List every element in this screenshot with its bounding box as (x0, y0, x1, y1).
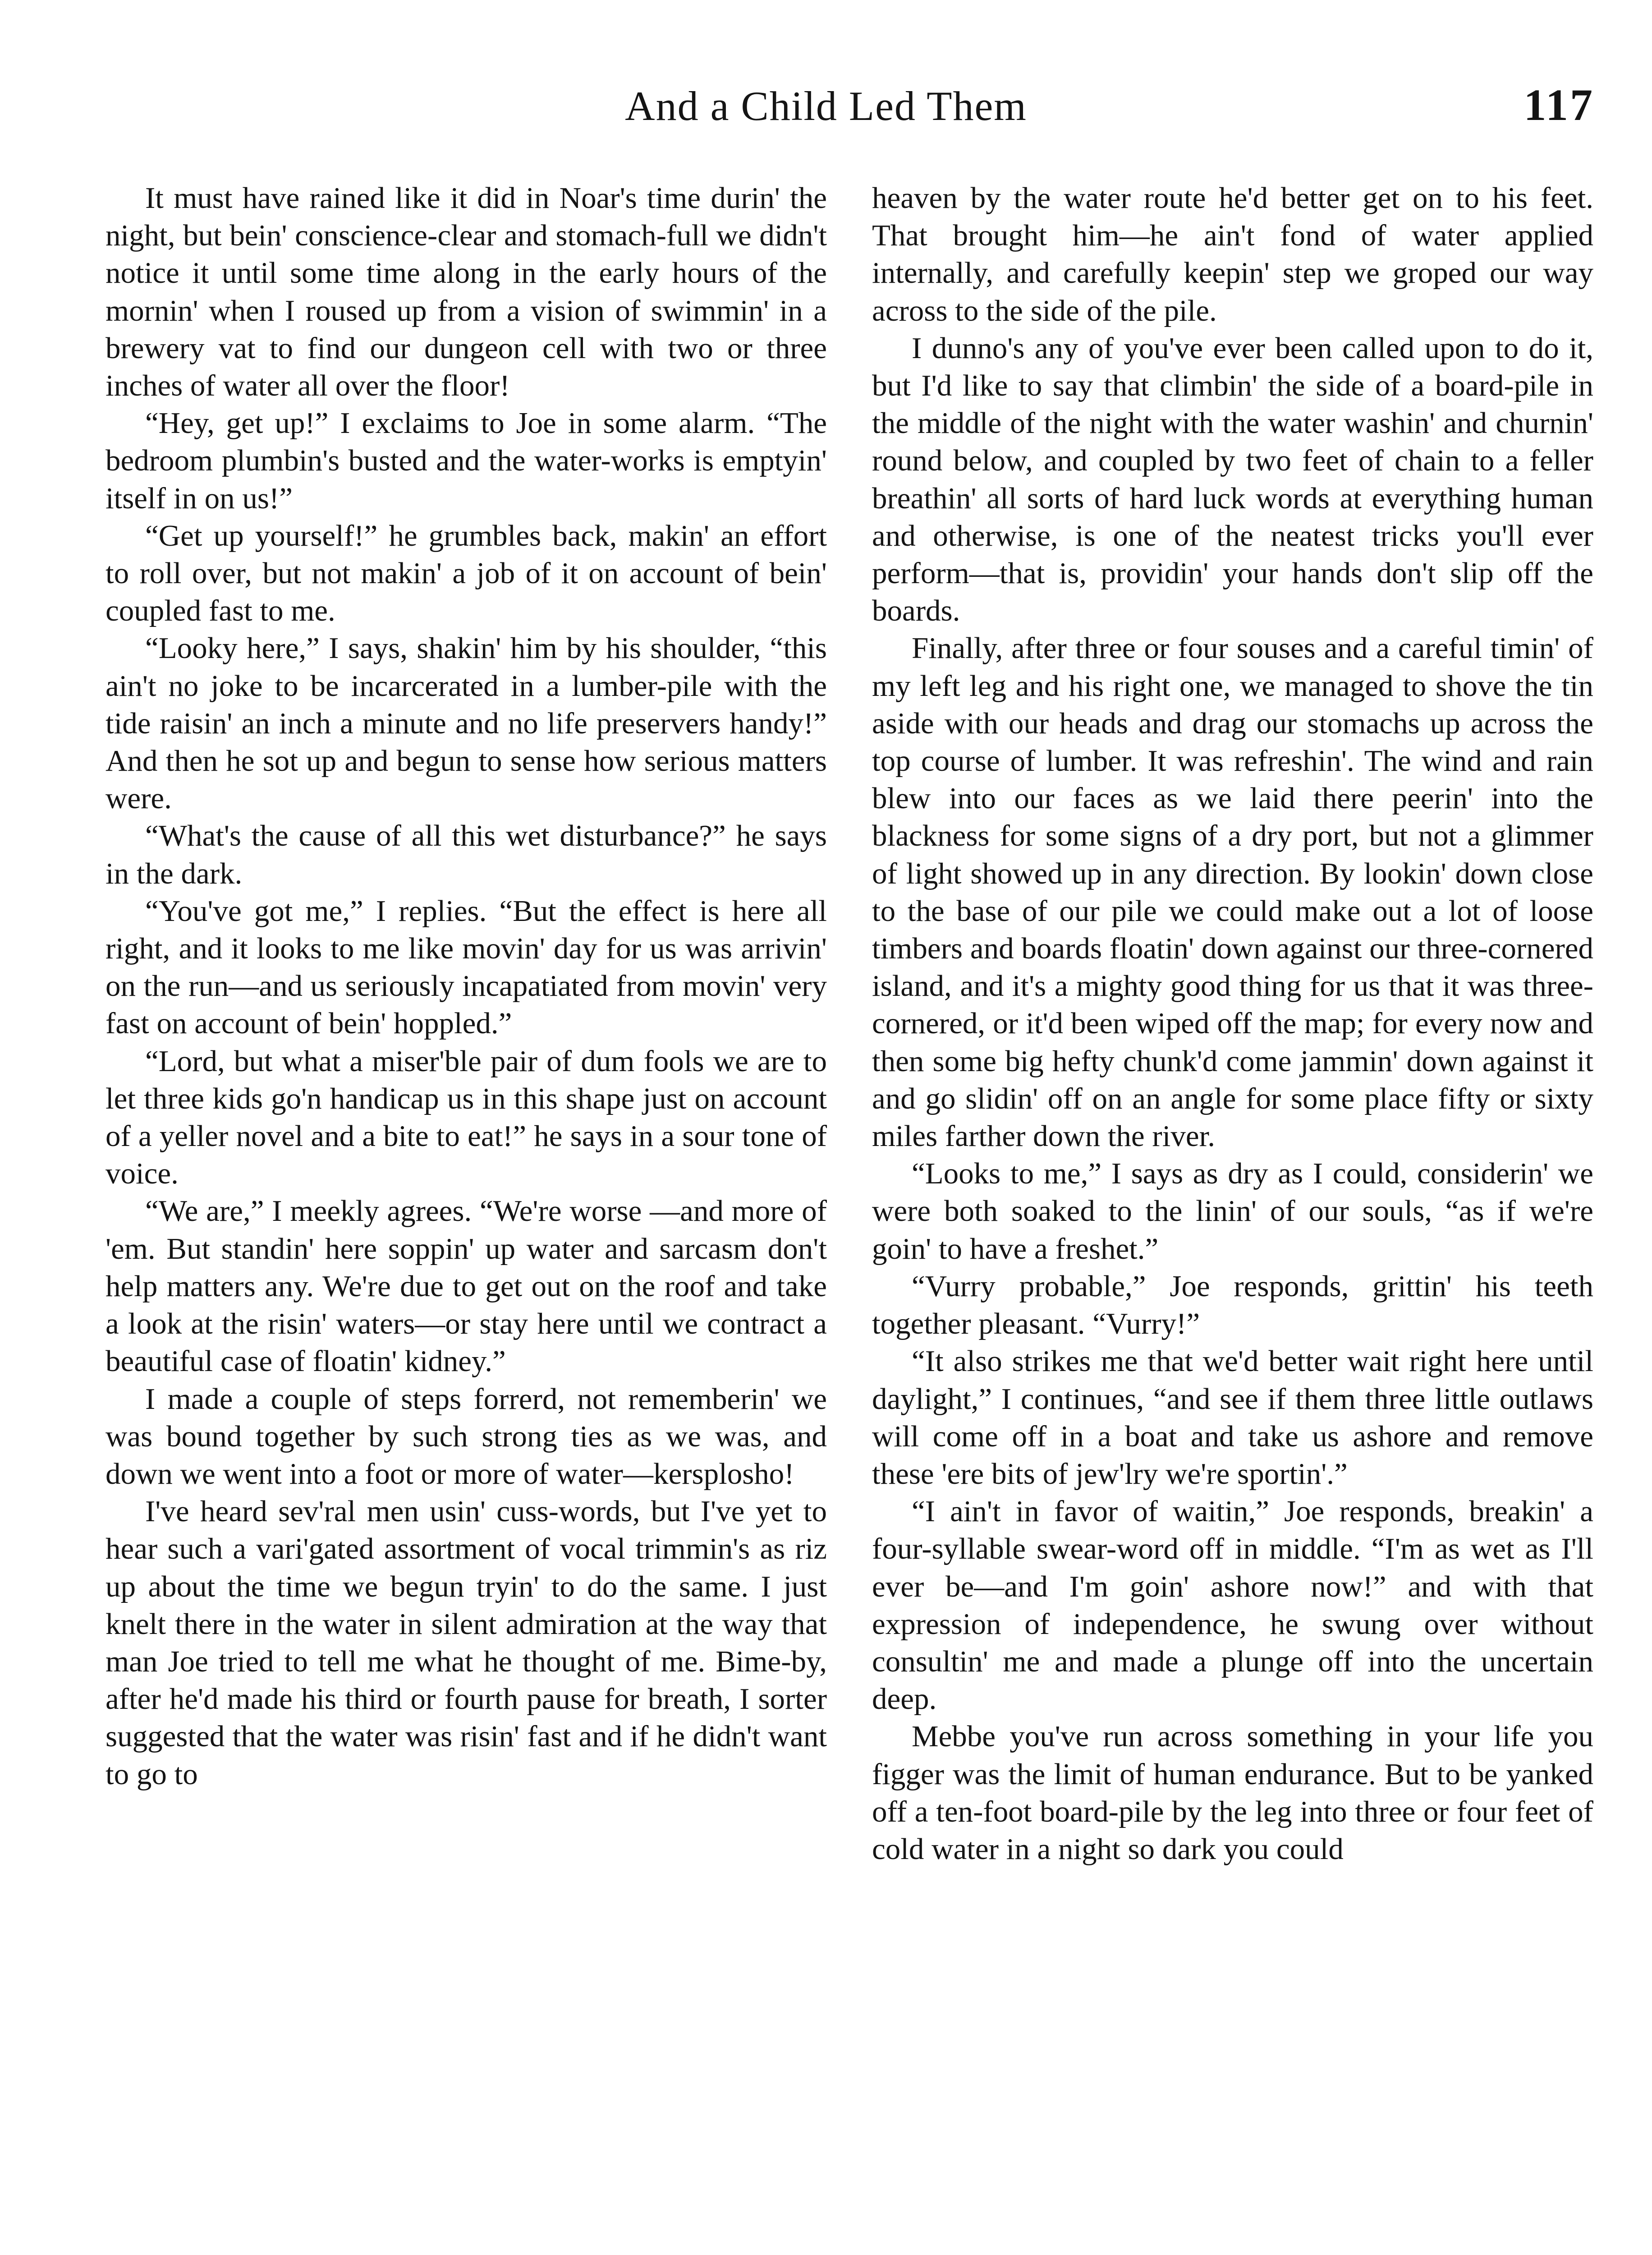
paragraph: Finally, after three or four souses and a careful timin' of my left leg and his right one, we managed to shove the tin aside with our heads and drag our stomachs up across the top course of lumber. It was refreshin'. The wind and rain blew into our faces as we laid there peerin' into the blackness for some signs of a dry port, but not a glimmer of light showed up in any direction. By lookin' down close to the base of our pile we could make out a lot of loose timbers and boards floatin' down against our three-cornered island, and it's a mighty good thing for us that it was three-cornered, or it'd been wiped off the map; for every now and then some big hefty chunk'd come jammin' down against it and go slidin' off on an angle for some place fifty or sixty miles farther down the river. (872, 631, 1593, 1153)
paragraph: I've heard sev'ral men usin' cuss-words, but I've yet to hear such a vari'gated assortment of vocal trimmin's as riz up about the time we begun tryin' to do the same. I just knelt there in the water in silent admiration at the way that man Joe tried to tell me what he thought of me. Bime-by, after he'd made his third or fourth pause for breath, I sorter suggested that the water was risin' fast and if he didn't want to go to (106, 1495, 827, 1791)
paragraph: “Lord, but what a miser'ble pair of dum fools we are to let three kids go'n handicap us in this shape just on account of a yeller novel and a bite to eat!” he says in a sour tone of voice. (106, 1044, 827, 1191)
page-number: 117 (1524, 80, 1594, 130)
paragraph: “Get up yourself!” he grumbles back, makin' an effort to roll over, but not makin' a job of it on account of bein' coupled fast to me. (106, 519, 827, 628)
left-column (106, 179, 827, 1793)
paragraph: “I ain't in favor of waitin,” Joe responds, breakin' a four-syllable swear-word off in middle. “I'm as wet as I'll ever be—and I'm goin' ashore now!” and with that expression of independence, he swung over without consultin' me and made a plunge off into the uncertain deep. (872, 1495, 1593, 1716)
paragraph: “Hey, get up!” I exclaims to Joe in some alarm. “The bedroom plumbin's busted and the water-works is emptyin' itself in on us!” (106, 406, 827, 515)
right-column (872, 179, 1593, 1868)
paragraph: “Looky here,” I says, shakin' him by his shoulder, “this ain't no joke to be incarcerated in a lumber-pile with the tide raisin' an inch a minute and no life preservers handy!” And then he sot up and begun to sense how serious matters were. (106, 631, 827, 815)
paragraph: “You've got me,” I replies. “But the effect is here all right, and it looks to me like movin' day for us was arrivin' on the run—and us seriously incapatiated from movin' very fast on account of bein' hoppled.” (106, 894, 827, 1040)
paragraph: It must have rained like it did in Noar's time durin' the night, but bein' conscience-clear and stomach-full we didn't notice it until some time along in the early hours of the mornin' when I roused up from a vision of swimmin' in a brewery vat to find our dungeon cell with two or three inches of water all over the floor! (106, 181, 827, 403)
page-header (0, 77, 1652, 144)
paragraph: Mebbe you've run across something in your life you figger was the limit of human endurance. But to be yanked off a ten-foot board-pile by the leg into three or four feet of cold water in a night so dark you could (872, 1720, 1593, 1866)
paragraph: “What's the cause of all this wet disturbance?” he says in the dark. (106, 819, 827, 890)
paragraph: “Vurry probable,” Joe responds, grittin' his teeth together pleasant. “Vurry!” (872, 1269, 1593, 1341)
paragraph: I dunno's any of you've ever been called upon to do it, but I'd like to say that climbin' the side of a board-pile in the middle of the night with the water washin' and churnin' round below, and coupled by two feet of chain to a feller breathin' all sorts of hard luck words at everything human and otherwise, is one of the neatest tricks you'll ever perform—that is, providin' your hands don't slip off the boards. (872, 331, 1593, 628)
paragraph: “Looks to me,” I says as dry as I could, considerin' we were both soaked to the linin' of our souls, “as if we're goin' to have a freshet.” (872, 1157, 1593, 1266)
paragraph: “It also strikes me that we'd better wait right here until daylight,” I continues, “and see if them three little outlaws will come off in a boat and take us ashore and remove these 'ere bits of jew'lry we're sportin'.” (872, 1344, 1593, 1491)
running-title: And a Child Led Them (625, 83, 1027, 129)
paragraph: “We are,” I meekly agrees. “We're worse —and more of 'em. But standin' here soppin' up water and sarcasm don't help matters any. We're due to get out on the roof and take a look at the risin' waters—or stay here until we contract a beautiful case of floatin' kidney.” (106, 1194, 827, 1378)
continued-paragraph: heaven by the water route he'd better get on to his feet. That brought him—he ain't fond of water applied internally, and carefully keepin' step we groped our way across to the side of the pile. (872, 181, 1593, 327)
paragraph: I made a couple of steps forrerd, not rememberin' we was bound together by such strong ties as we was, and down we went into a foot or more of water—kersplosho! (106, 1382, 827, 1491)
